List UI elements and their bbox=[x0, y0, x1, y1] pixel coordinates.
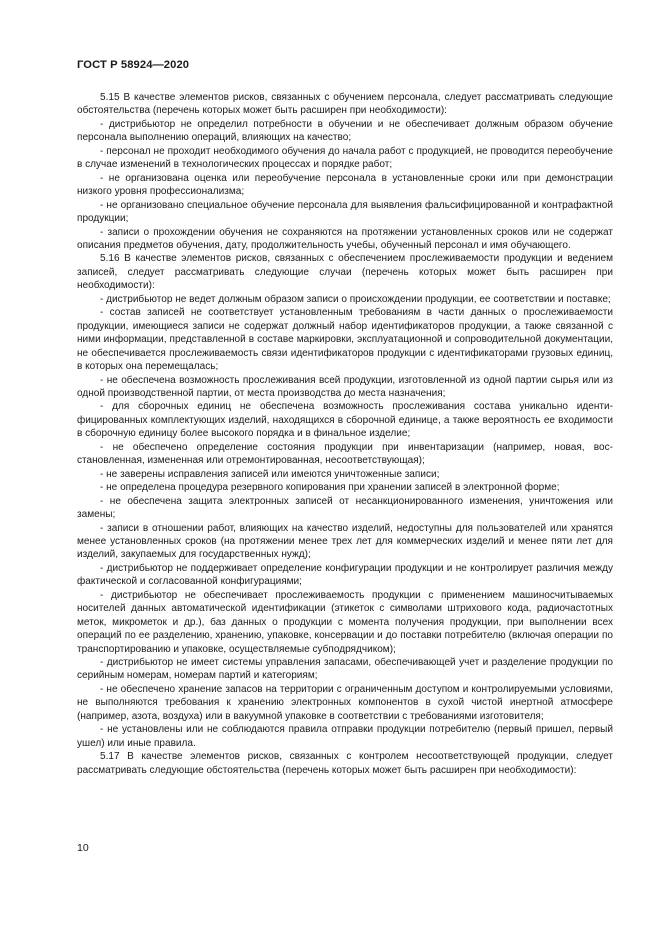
list-item: - не обеспечена возможность прослеживания всей продукции, изготовленной из одной партии сырья или из одной производственной партии, от места производства до места назначения; bbox=[77, 374, 613, 399]
list-item: - не обеспечена защита электронных записей от несанкционированного изменения, уничтожения или замены; bbox=[77, 495, 613, 521]
list-item: - дистрибьютор не обеспечивает прослеживаемость продукции с применением машиносчитываемых носителей данных автоматической идентификации (этикеток с символами штрихового кода, радиочастотных меток, микрометок и др.), баз данных о продукции с момента получения продукции, при выполнении всех операций по ее разделению, хранению, упаковке, консервации и до поставки потребителю (включая операции по транспортированию и упаковке, осуществляемые субподрядчиком); bbox=[77, 589, 613, 655]
list-item: - дистрибьютор не ведет должным образом записи о происхождении продукции, ее соответствии и поставке; bbox=[100, 293, 611, 305]
clause-5-17: 5.17 В качестве элементов рисков, связанных с контролем несоответствующей продукции, следует рассматривать следующие обстоятельства (перечень которых может быть расширен при необходимости): bbox=[77, 751, 613, 776]
list-item: - дистрибьютор не поддерживает определение конфигурации продукции и не контролирует различия между фактической и согласованной конфигурациями; bbox=[77, 562, 613, 588]
clause-5-16: 5.16 В качестве элементов рисков, связанных с обеспечением прослеживаемости продукции и ведением записей, следует рассматривать следующие случаи (перечень которых может быть расширен при необходимости): bbox=[77, 253, 613, 292]
list-item: - не определена процедура резервного копирования при хранении записей в электронной форме; bbox=[100, 482, 560, 494]
page-number: 10 bbox=[77, 842, 89, 854]
list-item: - не организовано специальное обучение персонала для выявления фальсифицированной и контрафактной продукции; bbox=[77, 199, 613, 225]
list-item: - не организована оценка или переобучение персонала в установленные сроки или при демонстрации низкого уровня профессионализма; bbox=[77, 172, 613, 198]
list-item: - записи в отношении работ, влияющих на качество изделий, недоступны для пользователей или хранятся менее установленных сроков (на протяжении менее трех лет для коммерческих изделий и менее пяти лет для изделий, закупаемых для государственных нужд); bbox=[77, 522, 613, 561]
list-item: - для сборочных единиц не обеспечена возможность прослеживания состава уникально идентифицированных комплектующих изделий, находящихся в сборочной единице, а также вероятность ее входимости в сборочную единицу более высокого порядка и в финальное изделие; bbox=[77, 401, 613, 440]
list-item: - не обеспечено определение состояния продукции при инвентаризации (например, новая, восстановленная, измененная или отремонтированная, несоответствующая); bbox=[77, 441, 613, 467]
clause-5-15: 5.15 В качестве элементов рисков, связанных с обучением персонала, следует рассматривать следующие обстоятельства (перечень которых может быть расширен при необходимости): bbox=[77, 92, 613, 117]
list-item: - не обеспечено хранение запасов на территории с ограниченным доступом и контролируемыми условиями, не выполняются требования к хранению электронных компонентов в сухой чистой инертной атмосфере (например, азота, воздуха) или в вакуумной упаковке в соответствии с требованиями изготовителя; bbox=[77, 683, 613, 722]
list-item: - дистрибьютор не определил потребности в обучении и не обеспечивает должным образом обучение персонала выполнению операций, влияющих на качество; bbox=[77, 118, 613, 144]
list-item: - не заверены исправления записей или имеются уничтоженные записи; bbox=[100, 468, 440, 480]
document-body bbox=[77, 91, 613, 777]
document-header: ГОСТ Р 58924—2020 bbox=[77, 59, 190, 71]
list-item: - состав записей не соответствует установленным требованиям в части данных о прослеживаемости продукции, имеющиеся записи не содержат должный набор идентификаторов продукции, а также связанной с ними информации, представленной в составе маркировки, эксплуатационной и сопроводительной документации, не обеспечивается прослеживаемость связи идентификаторов продукции с идентификаторами грузовых единиц, в которых она перемещалась; bbox=[77, 307, 613, 373]
list-item: - записи о прохождении обучения не сохраняются на протяжении установленных сроков или не содержат описания предметов обучения, дату, продолжительность учебы, обученный персонал и имя обучающего. bbox=[77, 226, 613, 251]
list-item: - не установлены или не соблюдаются правила отправки продукции потребителю (первый пришел, первый ушел) или иные правила. bbox=[77, 724, 613, 749]
list-item: - персонал не проходит необходимого обучения до начала работ с продукцией, не проводится переобучение в случае изменений в технологических процессах и порядке работ; bbox=[77, 145, 613, 171]
list-item: - дистрибьютор не имеет системы управления запасами, обеспечивающей учет и разделение продукции по серийным номерам, номерам партий и категориям; bbox=[77, 657, 613, 682]
